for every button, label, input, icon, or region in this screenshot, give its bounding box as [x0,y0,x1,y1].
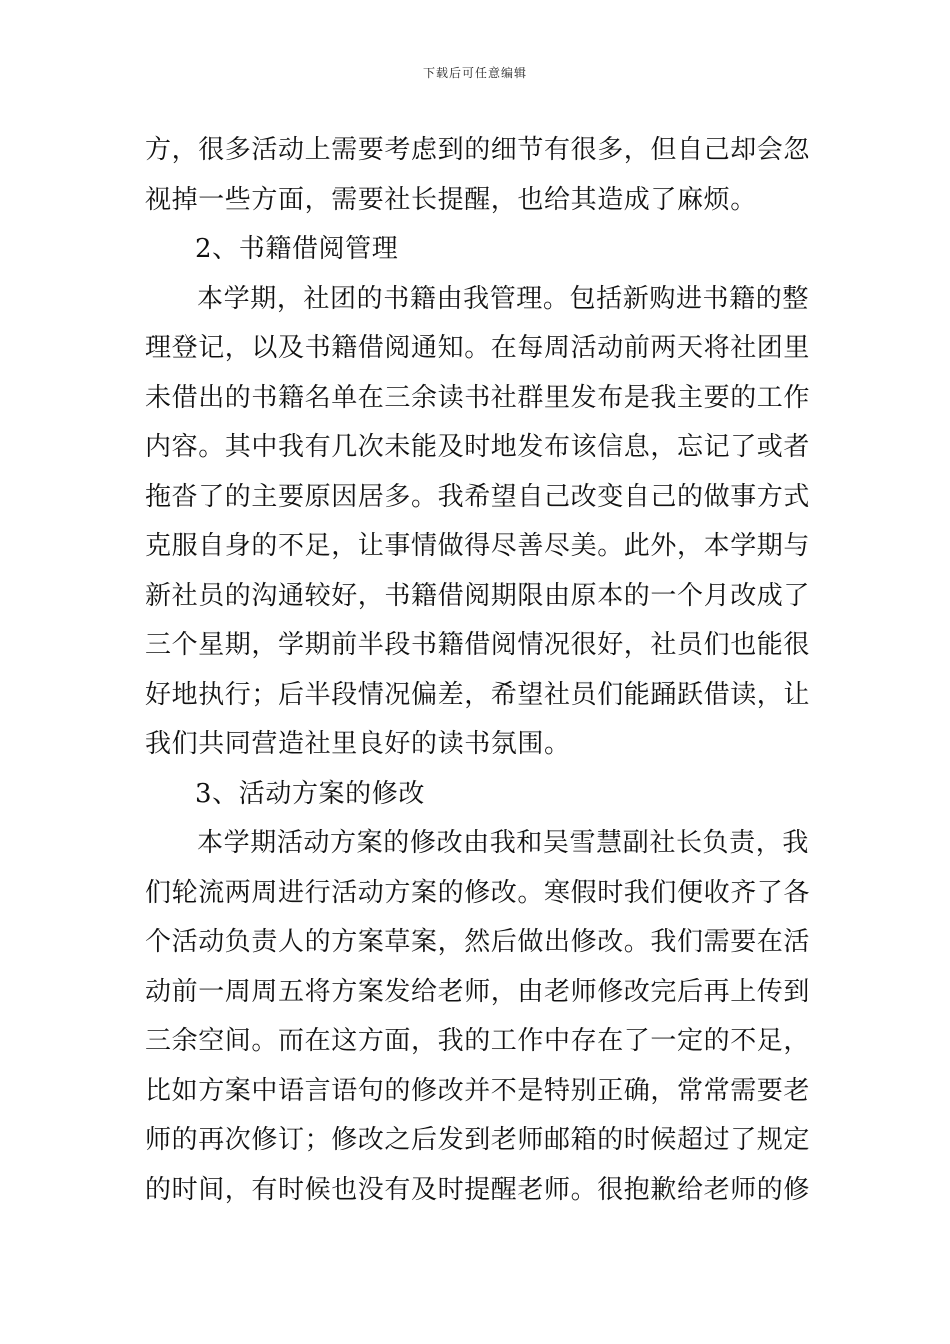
text-line: 内容。其中我有几次未能及时地发布该信息，忘记了或者 [145,432,811,462]
text-line: 动前一周周五将方案发给老师，由老师修改完后再上传到 [145,976,811,1007]
text-line: 个活动负责人的方案草案，然后做出修改。我们需要在活 [145,927,811,957]
text-line: 方，很多活动上需要考虑到的细节有很多，但自己却会忽 [145,135,811,165]
text-line: 理登记，以及书籍借阅通知。在每周活动前两天将社团里 [145,333,811,363]
section-heading: 2、书籍借阅管理 [195,234,399,264]
paragraph-start-line: 本学期活动方案的修改由我和吴雪慧副社长负责，我 [197,828,809,858]
text-line: 好地执行；后半段情况偏差，希望社员们能踊跃借读，让 [145,679,811,710]
text-line: 新社员的沟通较好，书籍借阅期限由原本的一个月改成了 [145,580,811,611]
section-heading: 3、活动方案的修改 [195,778,425,809]
text-line: 视掉一些方面，需要社长提醒，也给其造成了麻烦。 [145,184,757,215]
text-line: 未借出的书籍名单在三余读书社群里发布是我主要的工作 [145,382,811,413]
text-line: 们轮流两周进行活动方案的修改。寒假时我们便收齐了各 [145,877,811,908]
text-line: 克服自身的不足，让事情做得尽善尽美。此外，本学期与 [145,531,811,561]
text-line: 三余空间。而在这方面，我的工作中存在了一定的不足， [145,1026,811,1056]
text-line: 师的再次修订；修改之后发到老师邮箱的时候超过了规定 [145,1125,811,1155]
text-line: 比如方案中语言语句的修改并不是特别正确，常常需要老 [145,1075,811,1106]
body-text [145,126,809,1215]
text-line: 的时间，有时候也没有及时提醒老师。很抱歉给老师的修 [145,1174,811,1205]
text-line: 拖沓了的主要原因居多。我希望自己改变自己的做事方式 [145,481,811,512]
text-line: 我们共同营造社里良好的读书氛围。 [145,729,571,759]
header-note: 下载后可任意编辑 [422,66,527,80]
text-line: 三个星期，学期前半段书籍借阅情况很好，社员们也能很 [145,630,811,660]
paragraph-start-line: 本学期，社团的书籍由我管理。包括新购进书籍的整 [197,283,809,314]
